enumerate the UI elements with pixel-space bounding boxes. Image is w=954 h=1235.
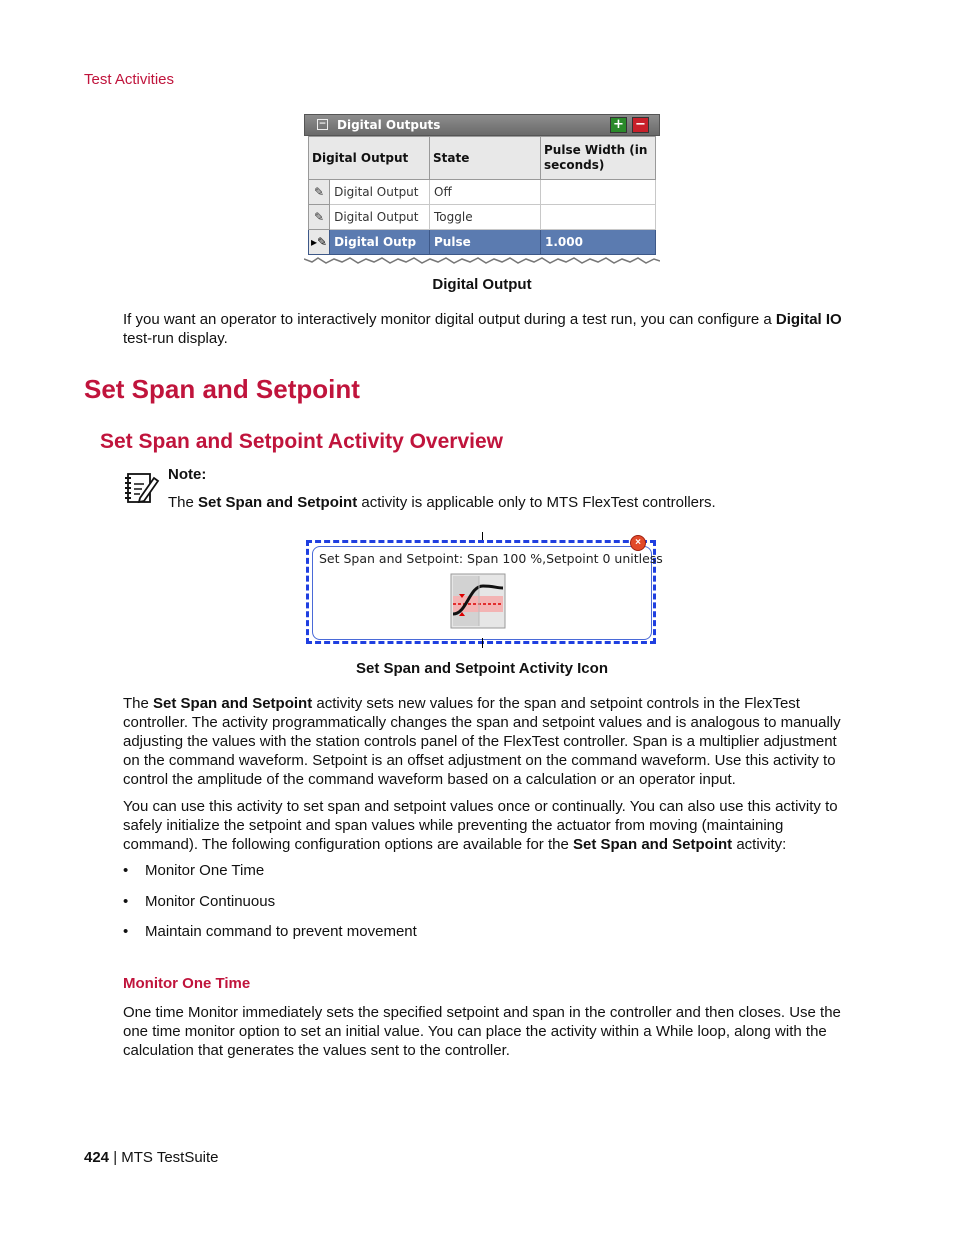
list-item: • Maintain command to prevent movement: [123, 923, 417, 954]
cell-name[interactable]: Digital Outp: [330, 230, 430, 255]
pencil-icon: ✎: [309, 180, 330, 205]
subsection-heading: Set Span and Setpoint Activity Overview: [100, 430, 503, 453]
options-list: [123, 862, 417, 954]
section-heading: Set Span and Setpoint: [84, 374, 360, 404]
cell-name[interactable]: Digital Output: [330, 205, 430, 230]
current-row-pencil-icon: ▸✎: [309, 230, 330, 255]
column-header-state: State: [430, 137, 541, 180]
span-setpoint-icon: [449, 572, 507, 630]
note-pencil-icon: [124, 470, 160, 506]
cell-pulse[interactable]: [541, 180, 656, 205]
activity-label: Set Span and Setpoint: Span 100 %,Setpoint 0 unitless: [319, 551, 663, 566]
digital-outputs-panel: [304, 114, 660, 264]
bold-text: Set Span and Setpoint: [572, 836, 733, 853]
torn-edge: [304, 256, 660, 266]
cell-pulse[interactable]: [541, 205, 656, 230]
cell-name[interactable]: Digital Output: [330, 180, 430, 205]
set-span-setpoint-activity[interactable]: [304, 532, 663, 648]
plus-icon[interactable]: +: [610, 117, 627, 133]
column-header-digital-output: Digital Output: [309, 137, 430, 180]
text: activity is applicable only to MTS FlexTest controllers.: [357, 494, 716, 511]
bold-text: Set Span and Setpoint: [198, 494, 358, 511]
text: activity:: [732, 836, 787, 853]
figure-caption-activity-icon: Set Span and Setpoint Activity Icon: [356, 660, 608, 677]
cell-state[interactable]: Toggle: [430, 205, 541, 230]
text: The: [123, 695, 154, 712]
footer-separator: |: [109, 1149, 122, 1166]
text: If you want an operator to interactively monitor digital output during a test run, you can configure a: [123, 311, 776, 328]
note-text: [168, 494, 716, 511]
note-label: Note:: [168, 466, 207, 483]
paragraph-options: [123, 797, 845, 854]
page-footer: [84, 1149, 219, 1166]
paragraph-one-time: One time Monitor immediately sets the specified setpoint and span in the controller and then closes. Use the one time monitor option to set an initial value. You can place the activity within a While loop, along with the calculation that generates the values sent to the controller.: [123, 1004, 841, 1059]
paragraph-overview: [123, 694, 845, 789]
text: test-run display.: [123, 330, 228, 347]
panel-title-bar: [304, 114, 660, 136]
cell-pulse[interactable]: 1.000: [541, 230, 656, 255]
table-row[interactable]: [309, 205, 656, 230]
table-row-selected[interactable]: [309, 230, 656, 255]
remove-activity-icon[interactable]: ×: [630, 535, 646, 551]
pencil-icon: ✎: [309, 205, 330, 230]
text: The: [168, 494, 199, 511]
column-header-pulse-width: Pulse Width (in seconds): [541, 137, 656, 180]
cell-state[interactable]: Pulse: [430, 230, 541, 255]
collapse-icon[interactable]: −: [318, 119, 327, 129]
running-head: Test Activities: [84, 71, 175, 88]
cell-state[interactable]: Off: [430, 180, 541, 205]
text: You can use this activity to set span and setpoint values once or continually. You can also use this activity to safely initialize the setpoint and span values while preventing the actuator from moving (maintaining command). The following configuration options are available for the: [123, 798, 838, 853]
connector-bottom: [482, 638, 483, 648]
figure-caption-digital-output: Digital Output: [432, 276, 532, 293]
product-name: MTS TestSuite: [121, 1149, 219, 1166]
digital-outputs-table: [308, 136, 656, 255]
list-item: • Monitor Continuous: [123, 893, 417, 924]
minus-icon[interactable]: −: [632, 117, 649, 133]
panel-title: Digital Outputs: [337, 118, 441, 132]
text: activity sets new values for the span and setpoint controls in the FlexTest controller. The activity programmatically changes the span and setpoint values and is analogous to manually adjusting the values with the station controls panel of the FlexTest controller. Span is a multiplier adjustment on the command waveform. Setpoint is an offset adjustment on the command waveform. Use this activity to control the amplitude of the command waveform based on a calculation or an operator input.: [123, 695, 841, 788]
bold-text: Set Span and Setpoint: [153, 695, 313, 712]
list-item: • Monitor One Time: [123, 862, 417, 893]
bold-text: Digital IO: [775, 311, 842, 328]
minor-heading: Monitor One Time: [123, 975, 251, 992]
paragraph-digital-io: [123, 310, 845, 348]
table-header-row: [309, 137, 656, 180]
table-row[interactable]: [309, 180, 656, 205]
page-number: 424: [84, 1149, 110, 1166]
